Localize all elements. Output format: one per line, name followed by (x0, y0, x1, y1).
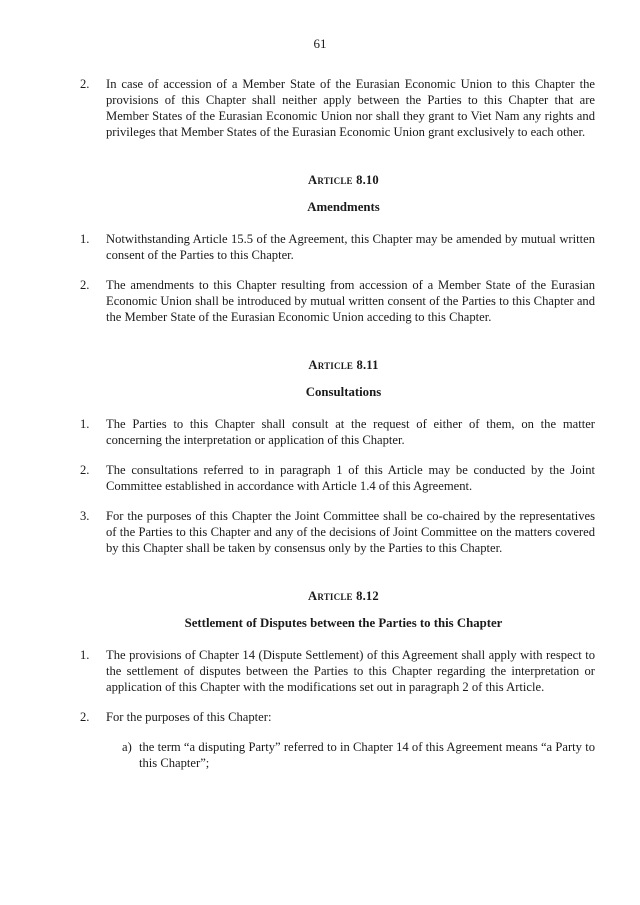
paragraph-number: 2. (80, 710, 90, 724)
numbered-paragraph (80, 416, 595, 448)
numbered-paragraph (80, 647, 595, 695)
paragraph-number: 1. (80, 417, 90, 431)
article-title: Consultations (305, 385, 382, 399)
article-heading: Article 8.12 (308, 589, 379, 603)
paragraph-number: 2. (80, 77, 90, 91)
paragraph-text: For the purposes of this Chapter the Joint Committee shall be co-chaired by the representatives of the Parties to this Chapter and any of the decisions of Joint Committee on the matters covered by this Chapter shall be taken by consensus only by the Parties to this Chapter. (106, 509, 595, 555)
paragraph-text: The amendments to this Chapter resulting from accession of a Member State of the Eurasian Economic Union shall be introduced by mutual written consent of the Parties to this Chapter and the Member State of the Eurasian Economic Union acceding to this Chapter. (106, 278, 595, 324)
paragraph-text: the term “a disputing Party” referred to in Chapter 14 of this Agreement means “a Party to this Chapter”; (139, 740, 595, 770)
document-body (80, 76, 595, 785)
paragraph-number: 2. (80, 463, 90, 477)
numbered-paragraph (80, 231, 595, 263)
article-title: Amendments (307, 200, 380, 214)
article-heading: Article 8.10 (308, 173, 379, 187)
paragraph-number: 3. (80, 509, 90, 523)
paragraph-number: 1. (80, 648, 90, 662)
numbered-paragraph (80, 462, 595, 494)
numbered-paragraph (80, 508, 595, 556)
sub-paragraph (122, 739, 595, 771)
numbered-paragraph (80, 277, 595, 325)
numbered-paragraph (80, 76, 595, 140)
paragraph-number: 2. (80, 278, 90, 292)
paragraph-text: In case of accession of a Member State of the Eurasian Economic Union to this Chapter the provisions of this Chapter shall neither apply between the Parties to this Chapter that are Member States of the Eurasian Economic Union nor shall they grant to Viet Nam any rights and privileges that Member States of the Eurasian Economic Union grant exclusively to each other. (106, 77, 595, 139)
article-title: Settlement of Disputes between the Parties to this Chapter (184, 616, 503, 630)
paragraph-text: For the purposes of this Chapter: (106, 710, 272, 724)
paragraph-text: The Parties to this Chapter shall consult at the request of either of them, on the matter concerning the interpretation or application of this Chapter. (106, 417, 595, 447)
paragraph-number: 1. (80, 232, 90, 246)
paragraph-text: Notwithstanding Article 15.5 of the Agreement, this Chapter may be amended by mutual written consent of the Parties to this Chapter. (106, 232, 595, 262)
article-heading: Article 8.11 (308, 358, 379, 372)
page-number: 61 (313, 36, 327, 51)
paragraph-text: The consultations referred to in paragraph 1 of this Article may be conducted by the Joint Committee established in accordance with Article 1.4 of this Agreement. (106, 463, 595, 493)
paragraph-text: The provisions of Chapter 14 (Dispute Settlement) of this Agreement shall apply with respect to the settlement of disputes between the Parties to this Chapter regarding the interpretation or application of this Chapter with the modifications set out in paragraph 2 of this Article. (106, 648, 595, 694)
numbered-paragraph (80, 709, 595, 725)
paragraph-number: a) (122, 740, 132, 754)
